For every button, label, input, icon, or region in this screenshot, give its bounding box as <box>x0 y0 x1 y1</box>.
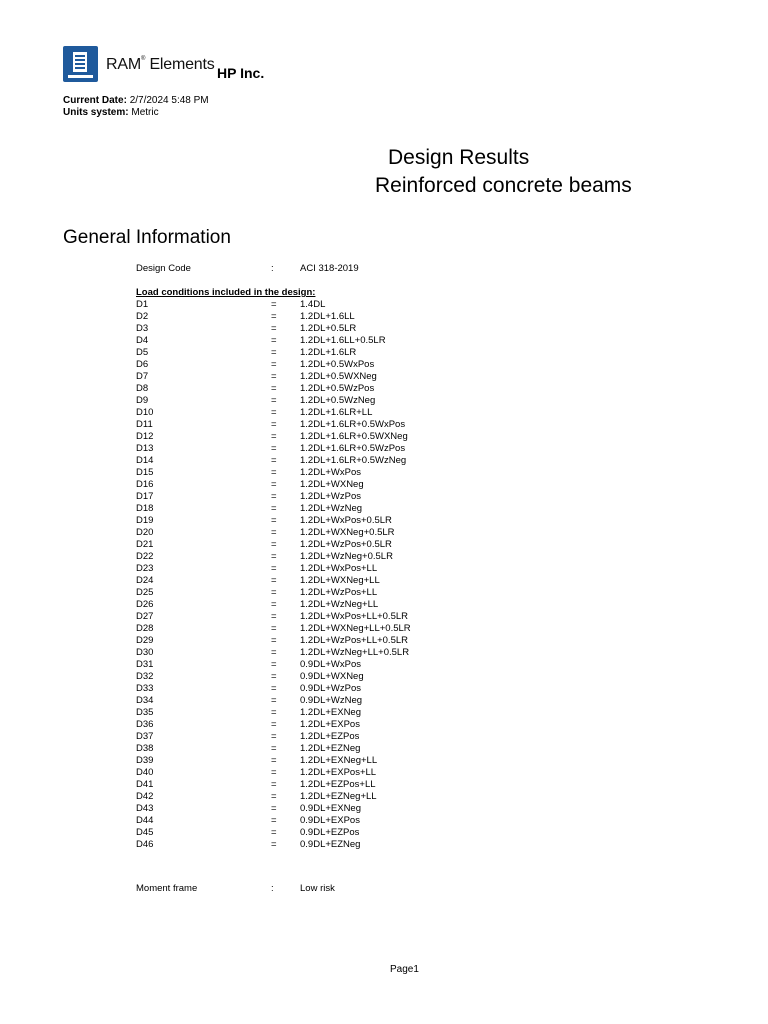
load-condition-combo: 1.2DL+EXPos <box>300 719 360 730</box>
load-condition-combo: 1.2DL+0.5WXNeg <box>300 371 377 382</box>
load-condition-separator: = <box>271 575 277 586</box>
load-condition-combo: 1.2DL+WzNeg+0.5LR <box>300 551 393 562</box>
report-subtitle: Reinforced concrete beams <box>375 174 632 197</box>
load-conditions-title: Load conditions included in the design: <box>136 287 316 298</box>
load-condition-id: D2 <box>136 311 149 322</box>
load-conditions-list <box>0 299 768 851</box>
load-condition-combo: 1.2DL+WzNeg+LL+0.5LR <box>300 647 410 658</box>
load-condition-row <box>136 827 456 839</box>
load-condition-combo: 1.2DL+0.5LR <box>300 323 357 334</box>
design-code-value: ACI 318-2019 <box>300 263 359 274</box>
load-condition-separator: = <box>271 467 277 478</box>
load-condition-combo: 1.2DL+1.6LL+0.5LR <box>300 335 386 346</box>
load-condition-id: D9 <box>136 395 149 406</box>
load-condition-combo: 1.2DL+1.6LR+0.5WxPos <box>300 419 406 430</box>
load-condition-id: D5 <box>136 347 149 358</box>
load-condition-combo: 1.2DL+WxPos+LL+0.5LR <box>300 611 408 622</box>
load-condition-separator: = <box>271 455 277 466</box>
load-condition-combo: 1.2DL+WzPos+LL <box>300 587 378 598</box>
load-condition-row <box>136 707 456 719</box>
load-condition-id: D20 <box>136 527 154 538</box>
moment-frame-value: Low risk <box>300 883 335 894</box>
load-condition-row <box>136 527 456 539</box>
load-condition-id: D11 <box>136 419 153 430</box>
load-condition-id: D40 <box>136 767 154 778</box>
load-condition-row <box>136 479 456 491</box>
load-condition-separator: = <box>271 611 277 622</box>
load-condition-id: D45 <box>136 827 154 838</box>
load-condition-row <box>136 371 456 383</box>
load-condition-row <box>136 623 456 635</box>
load-condition-separator: = <box>271 731 277 742</box>
load-condition-id: D3 <box>136 323 149 334</box>
load-condition-combo: 0.9DL+EZPos <box>300 827 360 838</box>
load-condition-row <box>136 779 456 791</box>
load-condition-combo: 0.9DL+WxPos <box>300 659 361 670</box>
load-condition-combo: 1.2DL+EZNeg <box>300 743 361 754</box>
app-name-elements: Elements <box>145 56 215 73</box>
load-condition-row <box>136 503 456 515</box>
load-condition-id: D22 <box>136 551 154 562</box>
load-condition-row <box>136 695 456 707</box>
load-condition-row <box>136 515 456 527</box>
load-condition-id: D42 <box>136 791 154 802</box>
load-condition-combo: 0.9DL+EXPos <box>300 815 360 826</box>
load-condition-combo: 0.9DL+EXNeg <box>300 803 361 814</box>
load-condition-separator: = <box>271 755 277 766</box>
load-condition-separator: = <box>271 443 277 454</box>
load-condition-row <box>136 635 456 647</box>
load-condition-combo: 1.2DL+1.6LR+0.5WzPos <box>300 443 406 454</box>
app-name-registered: ® <box>140 56 146 62</box>
load-condition-id: D17 <box>136 491 154 502</box>
load-condition-separator: = <box>271 695 277 706</box>
load-condition-id: D39 <box>136 755 154 766</box>
ram-elements-logo-icon <box>63 46 98 82</box>
load-condition-combo: 1.2DL+0.5WzNeg <box>300 395 376 406</box>
app-name <box>106 56 215 74</box>
load-condition-separator: = <box>271 839 277 850</box>
load-condition-row <box>136 719 456 731</box>
load-condition-row <box>136 455 456 467</box>
load-condition-row <box>136 395 456 407</box>
load-condition-separator: = <box>271 479 277 490</box>
design-code-label: Design Code <box>136 263 191 274</box>
load-condition-row <box>136 731 456 743</box>
load-condition-combo: 1.2DL+EZPos+LL <box>300 779 376 790</box>
load-condition-separator: = <box>271 419 277 430</box>
load-condition-separator: = <box>271 383 277 394</box>
load-condition-separator: = <box>271 503 277 514</box>
company-name: HP Inc. <box>217 65 265 81</box>
load-condition-separator: = <box>271 323 277 334</box>
load-condition-separator: = <box>271 407 277 418</box>
load-condition-separator: = <box>271 551 277 562</box>
load-condition-row <box>136 383 456 395</box>
load-condition-row <box>136 323 456 335</box>
load-condition-row <box>136 791 456 803</box>
load-condition-row <box>136 767 456 779</box>
load-condition-separator: = <box>271 635 277 646</box>
load-condition-id: D38 <box>136 743 154 754</box>
load-condition-row <box>136 611 456 623</box>
report-title: Design Results <box>388 146 530 169</box>
load-condition-combo: 1.2DL+0.5WxPos <box>300 359 375 370</box>
load-condition-separator: = <box>271 791 277 802</box>
load-condition-id: D12 <box>136 431 154 442</box>
load-condition-combo: 1.2DL+WzPos+0.5LR <box>300 539 392 550</box>
load-condition-separator: = <box>271 515 277 526</box>
units-system-value: Metric <box>131 107 159 118</box>
load-condition-combo: 1.2DL+WzNeg <box>300 503 363 514</box>
load-condition-id: D16 <box>136 479 154 490</box>
units-system-line <box>63 107 209 119</box>
load-condition-separator: = <box>271 815 277 826</box>
load-condition-row <box>136 815 456 827</box>
load-condition-id: D46 <box>136 839 154 850</box>
load-condition-combo: 1.2DL+WzPos <box>300 491 361 502</box>
design-code-row <box>136 263 456 275</box>
load-condition-row <box>136 599 456 611</box>
load-condition-separator: = <box>271 599 277 610</box>
load-condition-id: D27 <box>136 611 154 622</box>
load-condition-id: D7 <box>136 371 149 382</box>
load-condition-separator: = <box>271 659 277 670</box>
load-condition-row <box>136 299 456 311</box>
load-condition-id: D34 <box>136 695 154 706</box>
moment-frame-label: Moment frame <box>136 883 198 894</box>
moment-frame-separator: : <box>271 883 274 894</box>
load-condition-id: D18 <box>136 503 154 514</box>
load-condition-row <box>136 467 456 479</box>
load-condition-combo: 1.2DL+0.5WzPos <box>300 383 375 394</box>
units-system-label: Units system: <box>63 107 129 118</box>
load-condition-separator: = <box>271 767 277 778</box>
load-condition-combo: 1.2DL+WXNeg+0.5LR <box>300 527 395 538</box>
section-title: General Information <box>63 227 231 248</box>
load-condition-separator: = <box>271 359 277 370</box>
load-condition-combo: 1.2DL+WxPos+0.5LR <box>300 515 392 526</box>
load-condition-separator: = <box>271 683 277 694</box>
load-condition-id: D10 <box>136 407 154 418</box>
load-condition-combo: 0.9DL+WzPos <box>300 683 361 694</box>
load-condition-row <box>136 839 456 851</box>
load-condition-row <box>136 347 456 359</box>
load-condition-separator: = <box>271 827 277 838</box>
load-condition-separator: = <box>271 539 277 550</box>
app-name-ram: RAM <box>106 56 141 73</box>
load-condition-id: D1 <box>136 299 149 310</box>
page-number: Page1 <box>390 964 419 975</box>
load-condition-combo: 0.9DL+WXNeg <box>300 671 364 682</box>
load-condition-separator: = <box>271 335 277 346</box>
load-condition-separator: = <box>271 311 277 322</box>
load-condition-id: D30 <box>136 647 154 658</box>
load-condition-separator: = <box>271 647 277 658</box>
load-condition-separator: = <box>271 671 277 682</box>
load-condition-row <box>136 563 456 575</box>
moment-frame-row <box>136 883 456 895</box>
load-condition-separator: = <box>271 431 277 442</box>
load-condition-row <box>136 443 456 455</box>
load-condition-id: D32 <box>136 671 154 682</box>
load-condition-separator: = <box>271 743 277 754</box>
load-condition-id: D6 <box>136 359 149 370</box>
load-condition-separator: = <box>271 779 277 790</box>
load-condition-separator: = <box>271 347 277 358</box>
load-condition-row <box>136 587 456 599</box>
load-condition-separator: = <box>271 719 277 730</box>
load-condition-combo: 1.2DL+EXNeg+LL <box>300 755 378 766</box>
load-condition-combo: 1.2DL+1.6LR <box>300 347 357 358</box>
load-condition-row <box>136 407 456 419</box>
load-condition-combo: 1.4DL <box>300 299 326 310</box>
load-condition-separator: = <box>271 395 277 406</box>
load-condition-combo: 1.2DL+WXNeg <box>300 479 364 490</box>
load-condition-combo: 1.2DL+1.6LR+LL <box>300 407 373 418</box>
load-condition-separator: = <box>271 623 277 634</box>
load-condition-separator: = <box>271 491 277 502</box>
report-meta <box>63 95 209 119</box>
load-condition-row <box>136 647 456 659</box>
load-condition-combo: 1.2DL+WxPos <box>300 467 361 478</box>
load-condition-id: D15 <box>136 467 154 478</box>
load-condition-separator: = <box>271 587 277 598</box>
load-condition-id: D29 <box>136 635 154 646</box>
load-condition-id: D24 <box>136 575 154 586</box>
load-condition-combo: 1.2DL+1.6LR+0.5WXNeg <box>300 431 408 442</box>
load-condition-row <box>136 335 456 347</box>
load-condition-combo: 0.9DL+WzNeg <box>300 695 363 706</box>
load-condition-id: D41 <box>136 779 154 790</box>
load-condition-separator: = <box>271 527 277 538</box>
load-condition-id: D23 <box>136 563 154 574</box>
load-condition-id: D14 <box>136 455 154 466</box>
load-condition-separator: = <box>271 563 277 574</box>
load-condition-id: D43 <box>136 803 154 814</box>
load-condition-id: D36 <box>136 719 154 730</box>
load-condition-row <box>136 551 456 563</box>
load-condition-row <box>136 683 456 695</box>
load-condition-id: D35 <box>136 707 154 718</box>
load-condition-id: D13 <box>136 443 154 454</box>
current-date-value: 2/7/2024 5:48 PM <box>129 95 209 106</box>
load-condition-combo: 1.2DL+WXNeg+LL+0.5LR <box>300 623 411 634</box>
current-date-line <box>63 95 209 107</box>
load-condition-separator: = <box>271 707 277 718</box>
load-condition-row <box>136 539 456 551</box>
load-condition-row <box>136 755 456 767</box>
load-condition-id: D31 <box>136 659 154 670</box>
load-condition-row <box>136 671 456 683</box>
load-condition-combo: 0.9DL+EZNeg <box>300 839 361 850</box>
load-condition-combo: 1.2DL+WzPos+LL+0.5LR <box>300 635 408 646</box>
load-condition-combo: 1.2DL+1.6LL <box>300 311 355 322</box>
load-condition-separator: = <box>271 299 277 310</box>
load-condition-combo: 1.2DL+WxPos+LL <box>300 563 378 574</box>
design-code-separator: : <box>271 263 274 274</box>
load-condition-id: D33 <box>136 683 154 694</box>
load-condition-row <box>136 491 456 503</box>
load-condition-id: D26 <box>136 599 154 610</box>
load-condition-combo: 1.2DL+1.6LR+0.5WzNeg <box>300 455 407 466</box>
load-condition-combo: 1.2DL+EZPos <box>300 731 360 742</box>
current-date-label: Current Date: <box>63 95 127 106</box>
load-condition-id: D25 <box>136 587 154 598</box>
load-condition-separator: = <box>271 803 277 814</box>
load-condition-row <box>136 431 456 443</box>
load-condition-row <box>136 659 456 671</box>
load-condition-combo: 1.2DL+EXNeg <box>300 707 361 718</box>
load-condition-row <box>136 575 456 587</box>
load-condition-id: D44 <box>136 815 154 826</box>
load-condition-row <box>136 803 456 815</box>
load-condition-combo: 1.2DL+EZNeg+LL <box>300 791 377 802</box>
load-condition-combo: 1.2DL+EXPos+LL <box>300 767 377 778</box>
load-condition-row <box>136 743 456 755</box>
load-condition-row <box>136 311 456 323</box>
load-condition-id: D8 <box>136 383 149 394</box>
load-condition-id: D37 <box>136 731 154 742</box>
load-condition-id: D21 <box>136 539 154 550</box>
load-condition-combo: 1.2DL+WzNeg+LL <box>300 599 379 610</box>
load-condition-id: D28 <box>136 623 154 634</box>
load-condition-separator: = <box>271 371 277 382</box>
load-condition-combo: 1.2DL+WXNeg+LL <box>300 575 380 586</box>
load-condition-row <box>136 419 456 431</box>
load-condition-row <box>136 359 456 371</box>
load-condition-id: D4 <box>136 335 149 346</box>
load-condition-id: D19 <box>136 515 154 526</box>
